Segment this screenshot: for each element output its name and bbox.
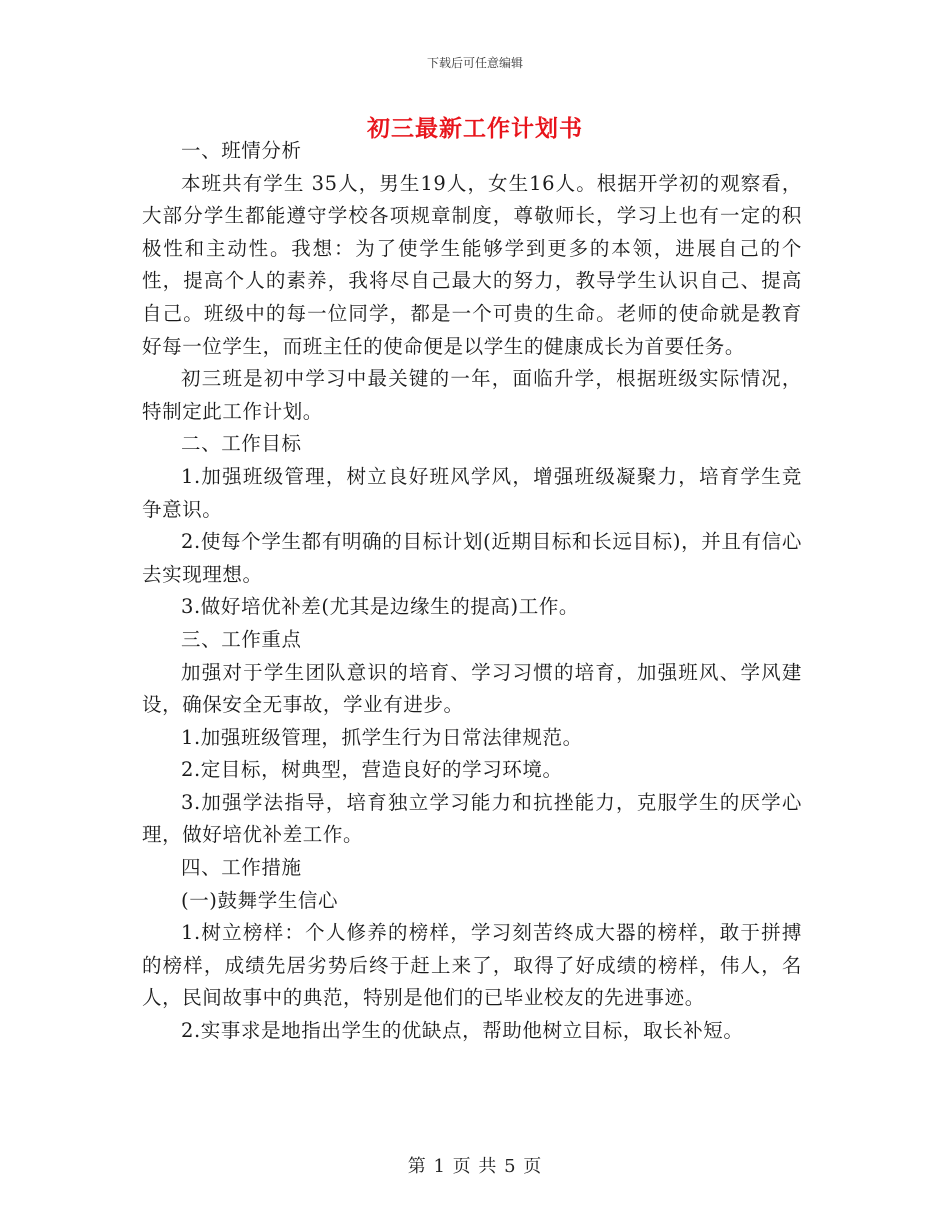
list-item: 3.做好培优补差(尤其是边缘生的提高)工作。 (181, 595, 580, 619)
paragraph: 本班共有学生 35人，男生19人，女生16人。根据开学初的观察看，大部分学生都能遵守学校各项规章制度，尊敬师长，学习上也有一定的积极性和主动性。我想：为了使学生能够学到更多的本领，进展自己的个性，提高个人的素养，我将尽自己最大的努力，教导学生认识自己、提高自己。班级中的每一位同学，都是一个可贵的生命。老师的使命就是教育好每一位学生，而班主任的使命便是以学生的健康成长为首要任务。 (142, 171, 802, 358)
section-heading-work-goals: 二、工作目标 (181, 432, 302, 456)
list-item: 2.使每个学生都有明确的目标计划(近期目标和长远目标)，并且有信心去实现理想。 (142, 530, 802, 586)
subsection-heading: (一)鼓舞学生信心 (181, 888, 339, 912)
page-number-footer: 第 1 页 共 5 页 (407, 1156, 543, 1177)
list-item: 1.加强班级管理，树立良好班风学风，增强班级凝聚力，培育学生竞争意识。 (142, 464, 802, 521)
section-heading-work-focus: 三、工作重点 (181, 627, 302, 651)
document-body (142, 135, 802, 1048)
list-item: 2.实事求是地指出学生的优缺点，帮助他树立目标，取长补短。 (181, 1019, 744, 1043)
paragraph: 加强对于学生团队意识的培育、学习习惯的培育，加强班风、学风建设，确保安全无事故，学业有进步。 (142, 660, 802, 717)
section-heading-class-analysis: 一、班情分析 (181, 139, 302, 162)
list-item: 1.加强班级管理，抓学生行为日常法律规范。 (181, 725, 583, 749)
document-title: 初三最新工作计划书 (367, 115, 583, 142)
header-note: 下载后可任意编辑 (426, 56, 523, 70)
list-item: 1.树立榜样：个人修养的榜样，学习刻苦终成大器的榜样，敢于拼搏的榜样，成绩先居劣势后终于赶上来了，取得了好成绩的榜样，伟人，名人，民间故事中的典范，特别是他们的已毕业校友的先进事迹。 (142, 921, 802, 1010)
list-item: 3.加强学法指导，培育独立学习能力和抗挫能力，克服学生的厌学心理，做好培优补差工作。 (142, 790, 802, 847)
list-item: 2.定目标，树典型，营造良好的学习环境。 (181, 758, 563, 782)
section-heading-work-measures: 四、工作措施 (181, 856, 302, 880)
paragraph: 初三班是初中学习中最关键的一年，面临升学，根据班级实际情况，特制定此工作计划。 (142, 367, 802, 423)
